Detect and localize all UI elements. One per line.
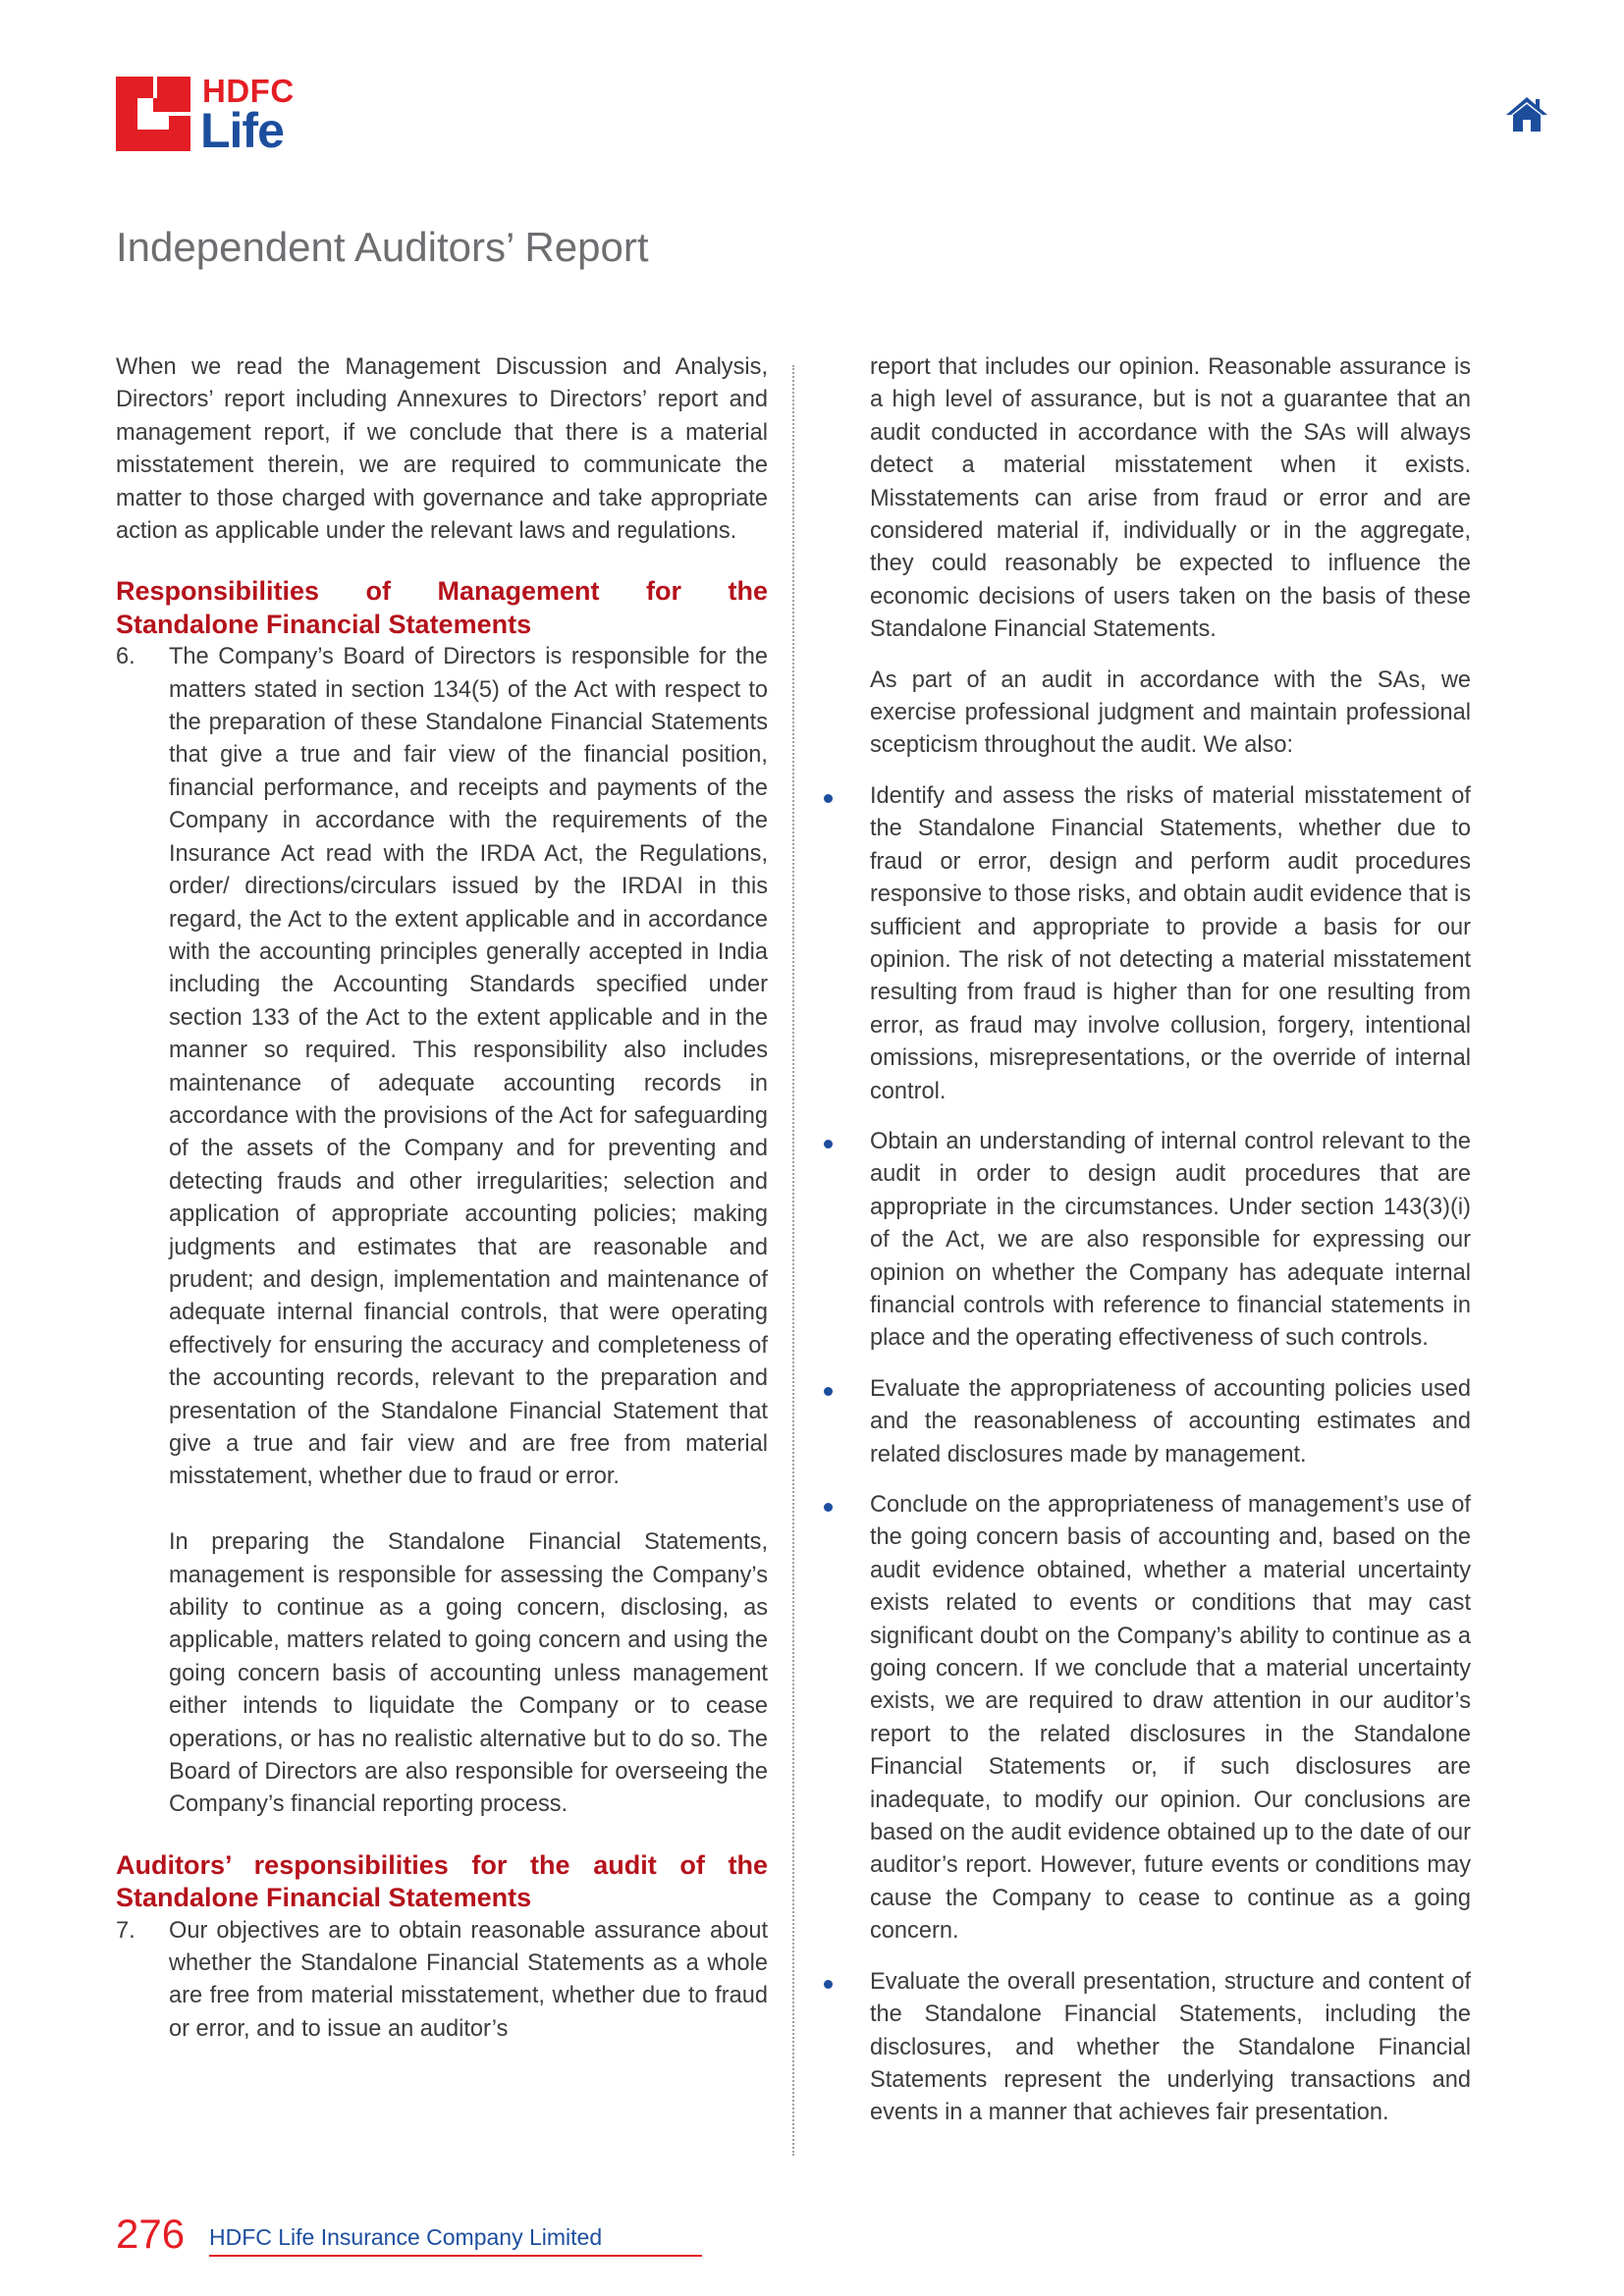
section-heading-line: Standalone Financial Statements xyxy=(116,1883,532,1913)
page-number: 276 xyxy=(116,2211,186,2257)
bullet-icon xyxy=(824,794,833,803)
intro-paragraph: When we read the Management Discussion and Analysis, Directors’ report including Annexures to Directors’ report and management report, if we conclude that there is a material misstatement therein, we are required to communicate the matter to those charged with governance and take appropriate action as applicable under the relevant laws and regulations. xyxy=(116,354,768,545)
item-number: 6. xyxy=(116,644,135,670)
bullet-icon xyxy=(824,1980,833,1989)
numbered-item-6 xyxy=(116,641,768,1494)
body-paragraph: The Company’s Board of Directors is responsible for the matters stated in section 134(5) of the Act with respect to the preparation of these Standalone Financial Statements that give a true and fair view of the financial position, financial performance, and receipts and payments of the Company in accordance with the requirements of the Insurance Act read with the IRDA Act, the Regulations, order/ directions/circulars issued by the IRDAI in this regard, the Act to the extent applicable and in accordance with the accounting principles generally accepted in India including the Accounting Standards specified under section 133 of the Act to the extent applicable and in the manner so required. This responsibility also includes maintenance of adequate accounting records in accordance with the provisions of the Act for safeguarding of the assets of the Company and for preventing and detecting frauds and other irregularities; selection and application of appropriate accounting policies; making judgments and estimates that are reasonable and prudent; and design, implementation and maintenance of adequate internal financial controls, that were operating effectively for ensuring the accuracy and completeness of the accounting records, relevant to the preparation and presentation of the Standalone Financial Statement that give a true and fair view and are free from material misstatement, whether due to fraud or error. xyxy=(169,644,768,1490)
hdfc-life-logo xyxy=(116,73,312,161)
bullet-item xyxy=(870,1966,1471,2130)
page-title: Independent Auditors’ Report xyxy=(116,224,649,270)
bullet-text: Conclude on the appropriateness of management’s use of the going concern basis of accounting and, based on the audit evidence obtained, whether a material uncertainty exists related to events or conditions that may cast significant doubt on the Company’s ability to continue as a going concern. If we conclude that a material uncertainty exists, we are required to draw attention in our auditor’s report to the related disclosures in the Standalone Financial Statements or, if such disclosures are inadequate, to modify our opinion. Our conclusions are based on the audit evidence obtained up to the date of our auditor’s report. However, future events or conditions may cause the Company to cease to continue as a going concern. xyxy=(870,1492,1471,1945)
bullet-text: Identify and assess the risks of material misstatement of the Standalone Financial Statements, whether due to fraud or error, design and perform audit procedures responsive to those risks, and obtain audit evidence that is sufficient and appropriate to provide a basis for our opinion. The risk of not detecting a material misstatement resulting from fraud is higher than for one resulting from error, as fraud may involve collusion, forgery, intentional omissions, misrepresentations, or the override of internal control. xyxy=(870,782,1471,1104)
bullet-text: Obtain an understanding of internal control relevant to the audit in order to design audit procedures that are appropriate in the circumstances. Under section 143(3)(i) of the Act, we are also responsible for expressing our opinion on whether the Company has adequate internal financial controls with reference to financial statements in place and the operating effectiveness of such controls. xyxy=(870,1128,1471,1352)
section-heading-line: Auditors’ responsibilities for the audit of the xyxy=(116,1849,768,1880)
bullet-text: Evaluate the overall presentation, structure and content of the Standalone Financial Statements, including the disclosures, and whether the Standalone Financial Statements represent the underlying transactions and events in a manner that achieves fair presentation. xyxy=(870,1968,1471,2126)
body-paragraph: In preparing the Standalone Financial Statements, management is responsible for assessing the Company’s ability to continue as a going concern, disclosing, as applicable, matters related to going concern and using the going concern basis of accounting unless management either intends to liquidate the Company or to cease operations, or has no realistic alternative but to do so. The Board of Directors are also responsible for overseeing the Company’s financial reporting process. xyxy=(169,1529,768,1818)
home-icon[interactable] xyxy=(1504,94,1549,133)
bullet-icon xyxy=(824,1140,833,1148)
section-heading-line: Responsibilities of Management for the xyxy=(116,576,768,607)
logo-text-life: Life xyxy=(200,103,284,158)
section-heading-management xyxy=(116,575,768,641)
bullet-text: Evaluate the appropriateness of accounting policies used and the reasonableness of accounting estimates and related disclosures made by management. xyxy=(870,1375,1471,1468)
bullet-item xyxy=(870,1373,1471,1471)
numbered-item-7 xyxy=(116,1915,768,2047)
section-heading-auditors xyxy=(116,1849,768,1915)
body-paragraph: As part of an audit in accordance with the SAs, we exercise professional judgment and maintain professional scepticism throughout the audit. We also: xyxy=(870,667,1471,759)
bullet-icon xyxy=(824,1387,833,1396)
footer-underline xyxy=(209,2255,702,2257)
logo-mid-fill xyxy=(153,98,169,112)
left-column xyxy=(116,351,768,2046)
column-divider xyxy=(792,365,794,2156)
right-column xyxy=(870,351,1471,2130)
bullet-icon xyxy=(824,1503,833,1512)
bullet-item xyxy=(870,1489,1471,1949)
bullet-item xyxy=(870,780,1471,1108)
continuation-paragraph: report that includes our opinion. Reasonable assurance is a high level of assurance, but is not a guarantee that an audit conducted in accordance with the SAs will always detect a material misstatement when it exists. Misstatements can arise from fraud or error and are considered material if, individually or in the aggregate, they could reasonably be expected to influence the economic decisions of users taken on the basis of these Standalone Financial Statements. xyxy=(870,354,1471,643)
logo-text-hdfc: HDFC xyxy=(202,73,295,109)
footer-company-name: HDFC Life Insurance Company Limited xyxy=(209,2224,603,2250)
section-heading-line: Standalone Financial Statements xyxy=(116,609,532,639)
body-paragraph: Our objectives are to obtain reasonable assurance about whether the Standalone Financial Statements as a whole are free from material misstatement, whether due to fraud or error, and to issue an auditor’s xyxy=(169,1917,768,2042)
item-number: 7. xyxy=(116,1917,135,1944)
bullet-item xyxy=(870,1126,1471,1356)
